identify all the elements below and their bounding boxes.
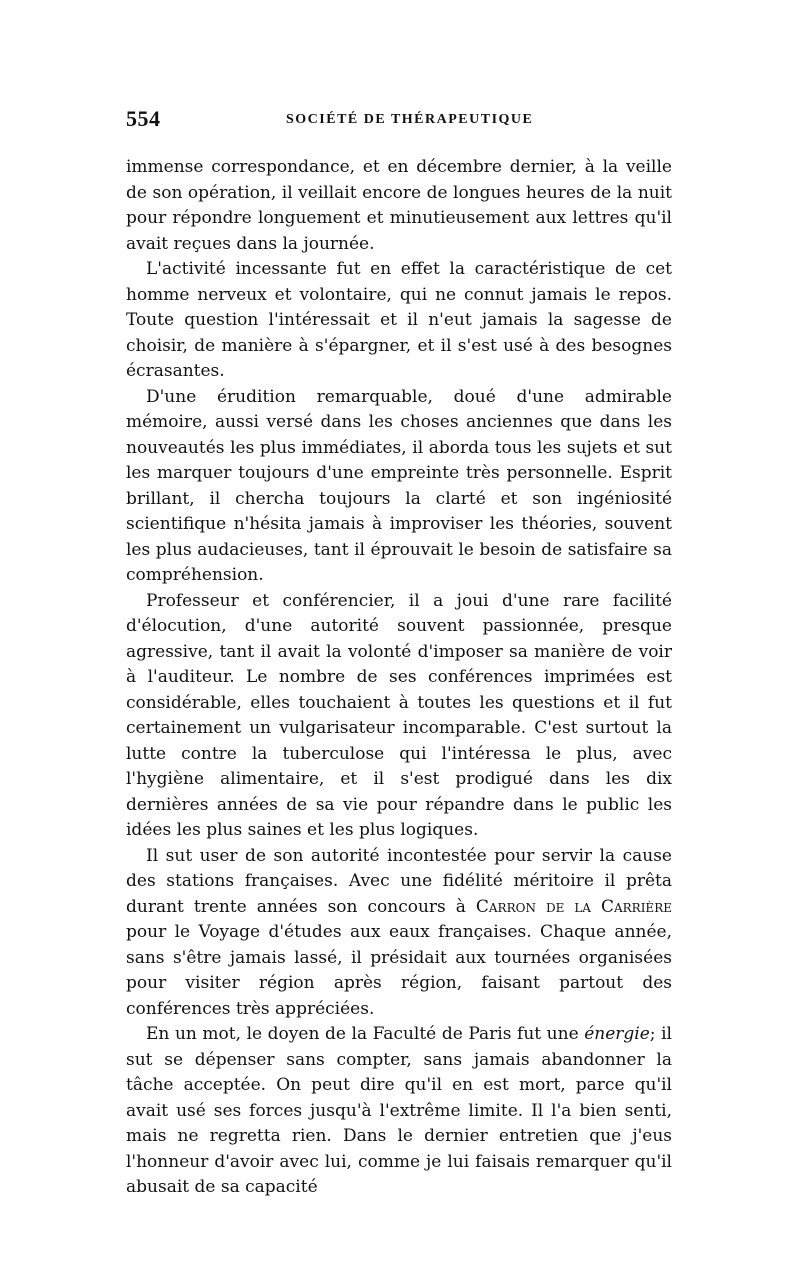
paragraph-activity: L'activité incessante fut en effet la caractéristique de cet homme nerveux et volontaire, qui ne connut jamais le repos. Toute question l'intéressait et il n'eut jamais la sagesse de choisir, de manière à s'épargner, et il s'est usé à des besognes écrasantes. <box>126 259 672 381</box>
paragraph-stations-after: pour le Voyage d'études aux eaux françaises. Chaque année, sans s'être jamais lassé, il présidait aux tournées organisées pour visiter région après région, faisant partout des conférences très appréciées. <box>126 922 672 1019</box>
paragraph-energy-before: En un mot, le doyen de la Faculté de Paris fut une <box>146 1024 585 1044</box>
paragraph-stations <box>126 844 672 1023</box>
emphasis-energie: énergie <box>584 1024 650 1044</box>
paragraph-energy <box>126 1022 672 1201</box>
paragraph-erudition: D'une érudition remarquable, doué d'une admirable mémoire, aussi versé dans les choses anciennes que dans les nouveautés les plus immédiates, il aborda tous les sujets et sut les marquer toujours d'une empreinte très personnelle. Esprit brillant, il chercha toujours la clarté et son ingéniosité scientifique n'hésita jamais à improviser les théories, souvent les plus audacieuses, tant il éprouvait le besoin de satisfaire sa compréhension. <box>126 386 672 585</box>
running-title: SOCIÉTÉ DE THÉRAPEUTIQUE <box>286 112 534 127</box>
page-header <box>126 106 672 136</box>
paragraph-professor: Professeur et conférencier, il a joui d'une rare facilité d'élocution, d'une autorité souvent passionnée, presque agressive, tant il avait la volonté d'imposer sa manière de voir à l'auditeur. Le nombre de ses conférences imprimées est considérable, elles touchaient à toutes les questions et il fut certainement un vulgarisateur incomparable. C'est surtout la lutte contre la tuberculose qui l'intéressa le plus, avec l'hygiène alimentaire, et il s'est prodigué dans les dix dernières années de sa vie pour répandre dans le public les idées les plus saines et les plus logiques. <box>126 590 672 840</box>
paragraph-energy-after: ; il sut se dépenser sans compter, sans jamais abandonner la tâche acceptée. On peut dire qu'il en est mort, parce qu'il avait usé ses forces jusqu'à l'extrême limite. Il l'a bien senti, mais ne regretta rien. Dans le dernier entretien que j'eus l'honneur d'avoir avec lui, comme je lui faisais remarquer qu'il abusait de sa capacité <box>126 1024 672 1197</box>
person-name-carron: Carron de la Carrière <box>475 896 672 917</box>
paragraph-continuation: immense correspondance, et en décembre dernier, à la veille de son opération, il veillait encore de longues heures de la nuit pour répondre longuement et minutieusement aux lettres qu'il avait reçues dans la journée. <box>126 157 672 254</box>
paragraph-stations-before: Il sut user de son autorité incontestée pour servir la cause des stations françaises. Avec une fidélité méritoire il prêta durant trente années son concours à <box>126 845 672 917</box>
body-text <box>126 155 672 1201</box>
page-number: 554 <box>126 106 161 131</box>
